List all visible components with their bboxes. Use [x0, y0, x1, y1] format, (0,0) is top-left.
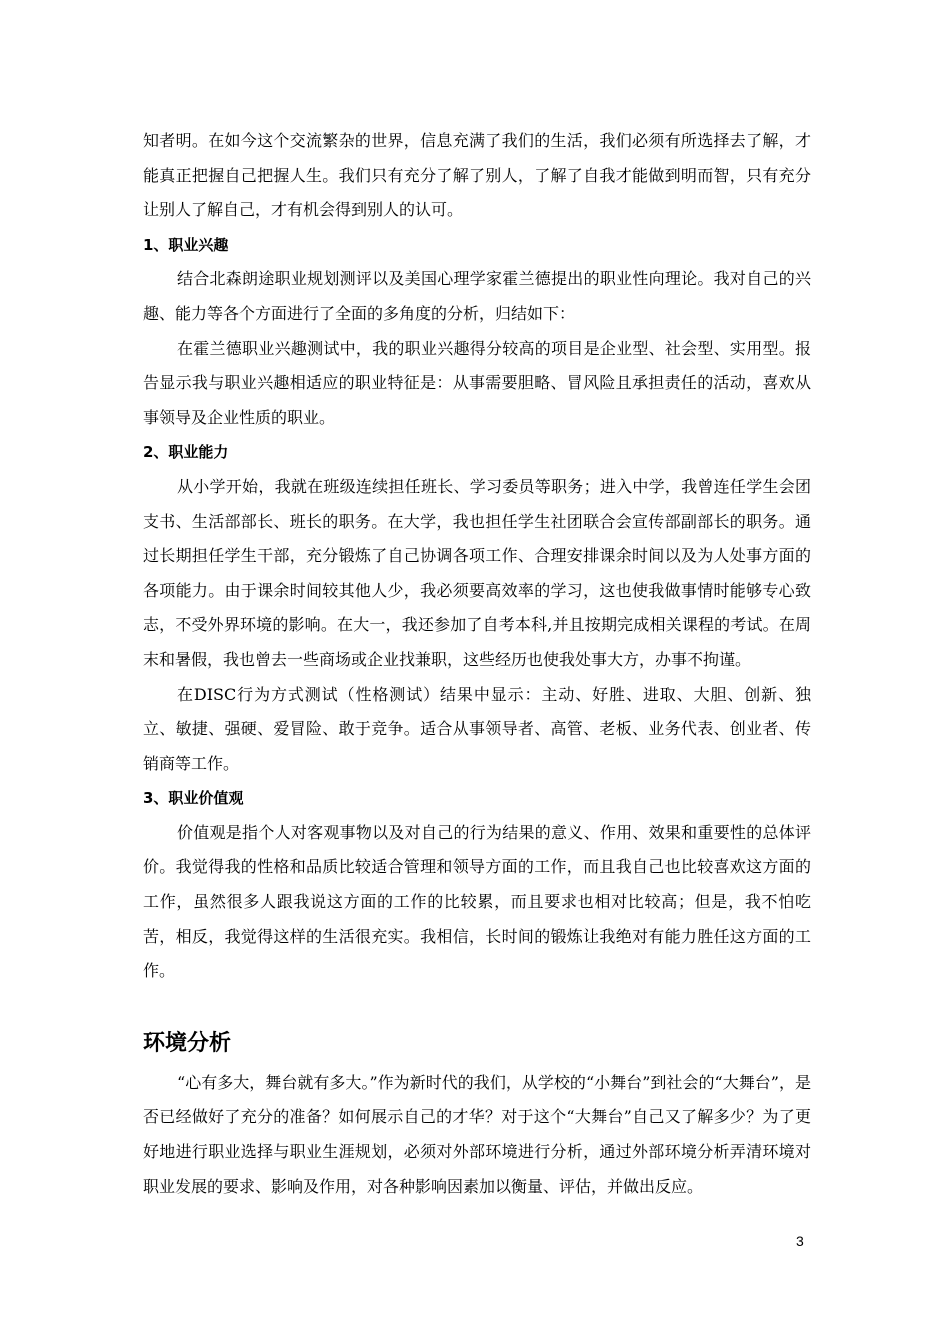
section-title-environment: 环境分析 — [143, 1030, 232, 1056]
paragraph-experience: 从小学开始，我就在班级连续担任班长、学习委员等职务；进入中学，我曾连任学生会团支书、生活部部长、班长的职务。在大学，我也担任学生社团联合会宣传部副部长的职务。通过长期担任学生干部，充分锻炼了自己协调各项工作、合理安排课余时间以及为人处事方面的各项能力。由于课余时间较其他人少，我必须要高效率的学习，这也使我做事情时能够专心致志，不受外界环境的影响。在大一，我还参加了自考本科,并且按期完成相关课程的考试。在周末和暑假，我也曾去一些商场或企业找兼职，这些经历也使我处事大方，办事不拘谨。 — [143, 476, 811, 669]
paragraph-values: 价值观是指个人对客观事物以及对自己的行为结果的意义、作用、效果和重要性的总体评价。我觉得我的性格和品质比较适合管理和领导方面的工作，而且我自己也比较喜欢这方面的工作，虽然很多人跟我说这方面的工作的比较累，而且要求也相对比较高；但是，我不怕吃苦，相反，我觉得这样的生活很充实。我相信，长时间的锻炼让我绝对有能力胜任这方面的工作。 — [143, 822, 811, 981]
heading-career-interest: 1、职业兴趣 — [143, 235, 229, 254]
page-number: 3 — [796, 1233, 804, 1249]
paragraph-assessment: 结合北森朗途职业规划测评以及美国心理学家霍兰德提出的职业性向理论。我对自己的兴趣、能力等各个方面进行了全面的多角度的分析，归结如下： — [143, 269, 811, 323]
paragraph-disc-test: 在DISC行为方式测试（性格测试）结果中显示：主动、好胜、进取、大胆、创新、独立、敏捷、强硬、爱冒险、敢于竞争。适合从事领导者、高管、老板、业务代表、创业者、传销商等工作。 — [143, 684, 811, 773]
paragraph-holland-test: 在霍兰德职业兴趣测试中，我的职业兴趣得分较高的项目是企业型、社会型、实用型。报告显示我与职业兴趣相适应的职业特征是：从事需要胆略、冒风险且承担责任的活动，喜欢从事领导及企业性质的职业。 — [143, 338, 811, 427]
page-content — [143, 124, 811, 1204]
heading-career-ability: 2、职业能力 — [143, 443, 229, 462]
heading-career-values: 3、职业价值观 — [143, 789, 244, 808]
paragraph-environment: “心有多大，舞台就有多大。”作为新时代的我们，从学校的“小舞台”到社会的“大舞台”，是否已经做好了充分的准备？如何展示自己的才华？对于这个“大舞台”自己又了解多少？为了更好地进行职业选择与职业生涯规划，必须对外部环境进行分析，通过外部环境分析弄清环境对职业发展的要求、影响及作用，对各种影响因素加以衡量、评估，并做出反应。 — [143, 1072, 811, 1196]
paragraph-intro-continued: 知者明。在如今这个交流繁杂的世界，信息充满了我们的生活，我们必须有所选择去了解，才能真正把握自己把握人生。我们只有充分了解了别人，了解了自我才能做到明而智，只有充分让别人了解自己，才有机会得到别人的认可。 — [143, 131, 811, 220]
